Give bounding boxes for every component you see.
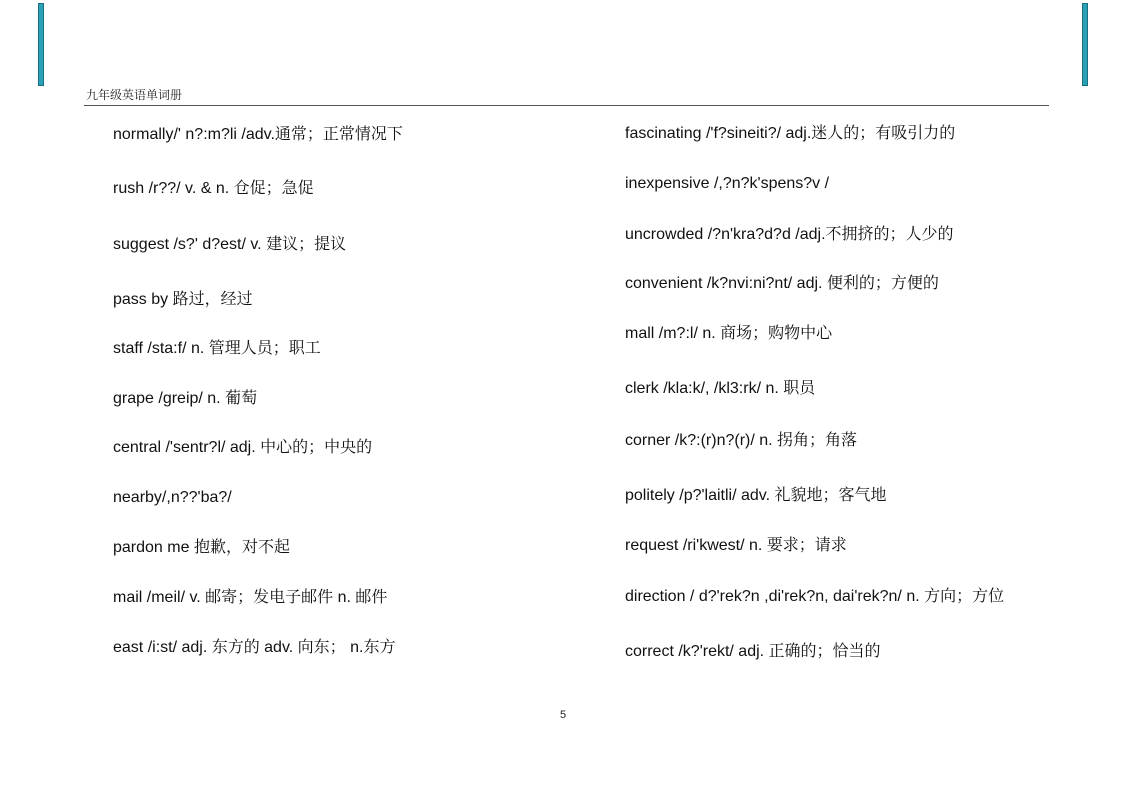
vocab-entry-corner: corner /k?:(r)n?(r)/ n. 拐角；角落 <box>625 432 858 449</box>
vocab-entry-nearby: nearby/,n??'ba?/ <box>113 489 232 506</box>
vocab-entry-request: request /ri'kwest/ n. 要求；请求 <box>625 537 847 554</box>
vocab-entry-mail: mail /meil/ v. 邮寄；发电子邮件 n. 邮件 <box>113 589 388 606</box>
vocab-entry-central: central /'sentr?l/ adj. 中心的；中央的 <box>113 439 373 456</box>
header-divider <box>84 105 1049 106</box>
left-edge-tab <box>38 3 44 86</box>
vocab-entry-pass-by: pass by 路过，经过 <box>113 291 253 308</box>
vocab-entry-suggest: suggest /s?' d?est/ v. 建议；提议 <box>113 236 347 253</box>
vocab-entry-rush: rush /r??/ v. & n. 仓促；急促 <box>113 180 314 197</box>
vocab-entry-east: east /i:st/ adj. 东方的 adv. 向东； n.东方 <box>113 639 396 656</box>
vocab-entry-politely: politely /p?'laitli/ adv. 礼貌地；客气地 <box>625 487 887 504</box>
vocab-entry-normally: normally/' n?:m?li /adv.通常；正常情况下 <box>113 126 403 143</box>
vocab-entry-fascinating: fascinating /'f?sineiti?/ adj.迷人的；有吸引力的 <box>625 125 956 142</box>
vocab-entry-grape: grape /greip/ n. 葡萄 <box>113 390 258 407</box>
vocab-entry-direction: direction / d?'rek?n ,di'rek?n, dai'rek?n/ n. 方向；方位 <box>625 588 1005 605</box>
vocab-entry-clerk: clerk /kla:k/, /kl3:rk/ n. 职员 <box>625 380 816 397</box>
running-header: 九年级英语单词册 <box>86 88 183 102</box>
right-edge-tab <box>1082 3 1088 86</box>
vocab-entry-pardon-me: pardon me 抱歉，对不起 <box>113 539 290 556</box>
vocab-entry-staff: staff /sta:f/ n. 管理人员；职工 <box>113 340 321 357</box>
vocab-entry-uncrowded: uncrowded /?n'kra?d?d /adj.不拥挤的；人少的 <box>625 226 954 243</box>
vocab-entry-inexpensive: inexpensive /,?n?k'spens?v / <box>625 175 830 192</box>
vocab-entry-correct: correct /k?'rekt/ adj. 正确的；恰当的 <box>625 643 881 660</box>
vocab-entry-mall: mall /m?:l/ n. 商场；购物中心 <box>625 325 833 342</box>
vocab-entry-convenient: convenient /k?nvi:ni?nt/ adj. 便利的；方便的 <box>625 275 939 292</box>
page-number: 5 <box>559 709 567 721</box>
